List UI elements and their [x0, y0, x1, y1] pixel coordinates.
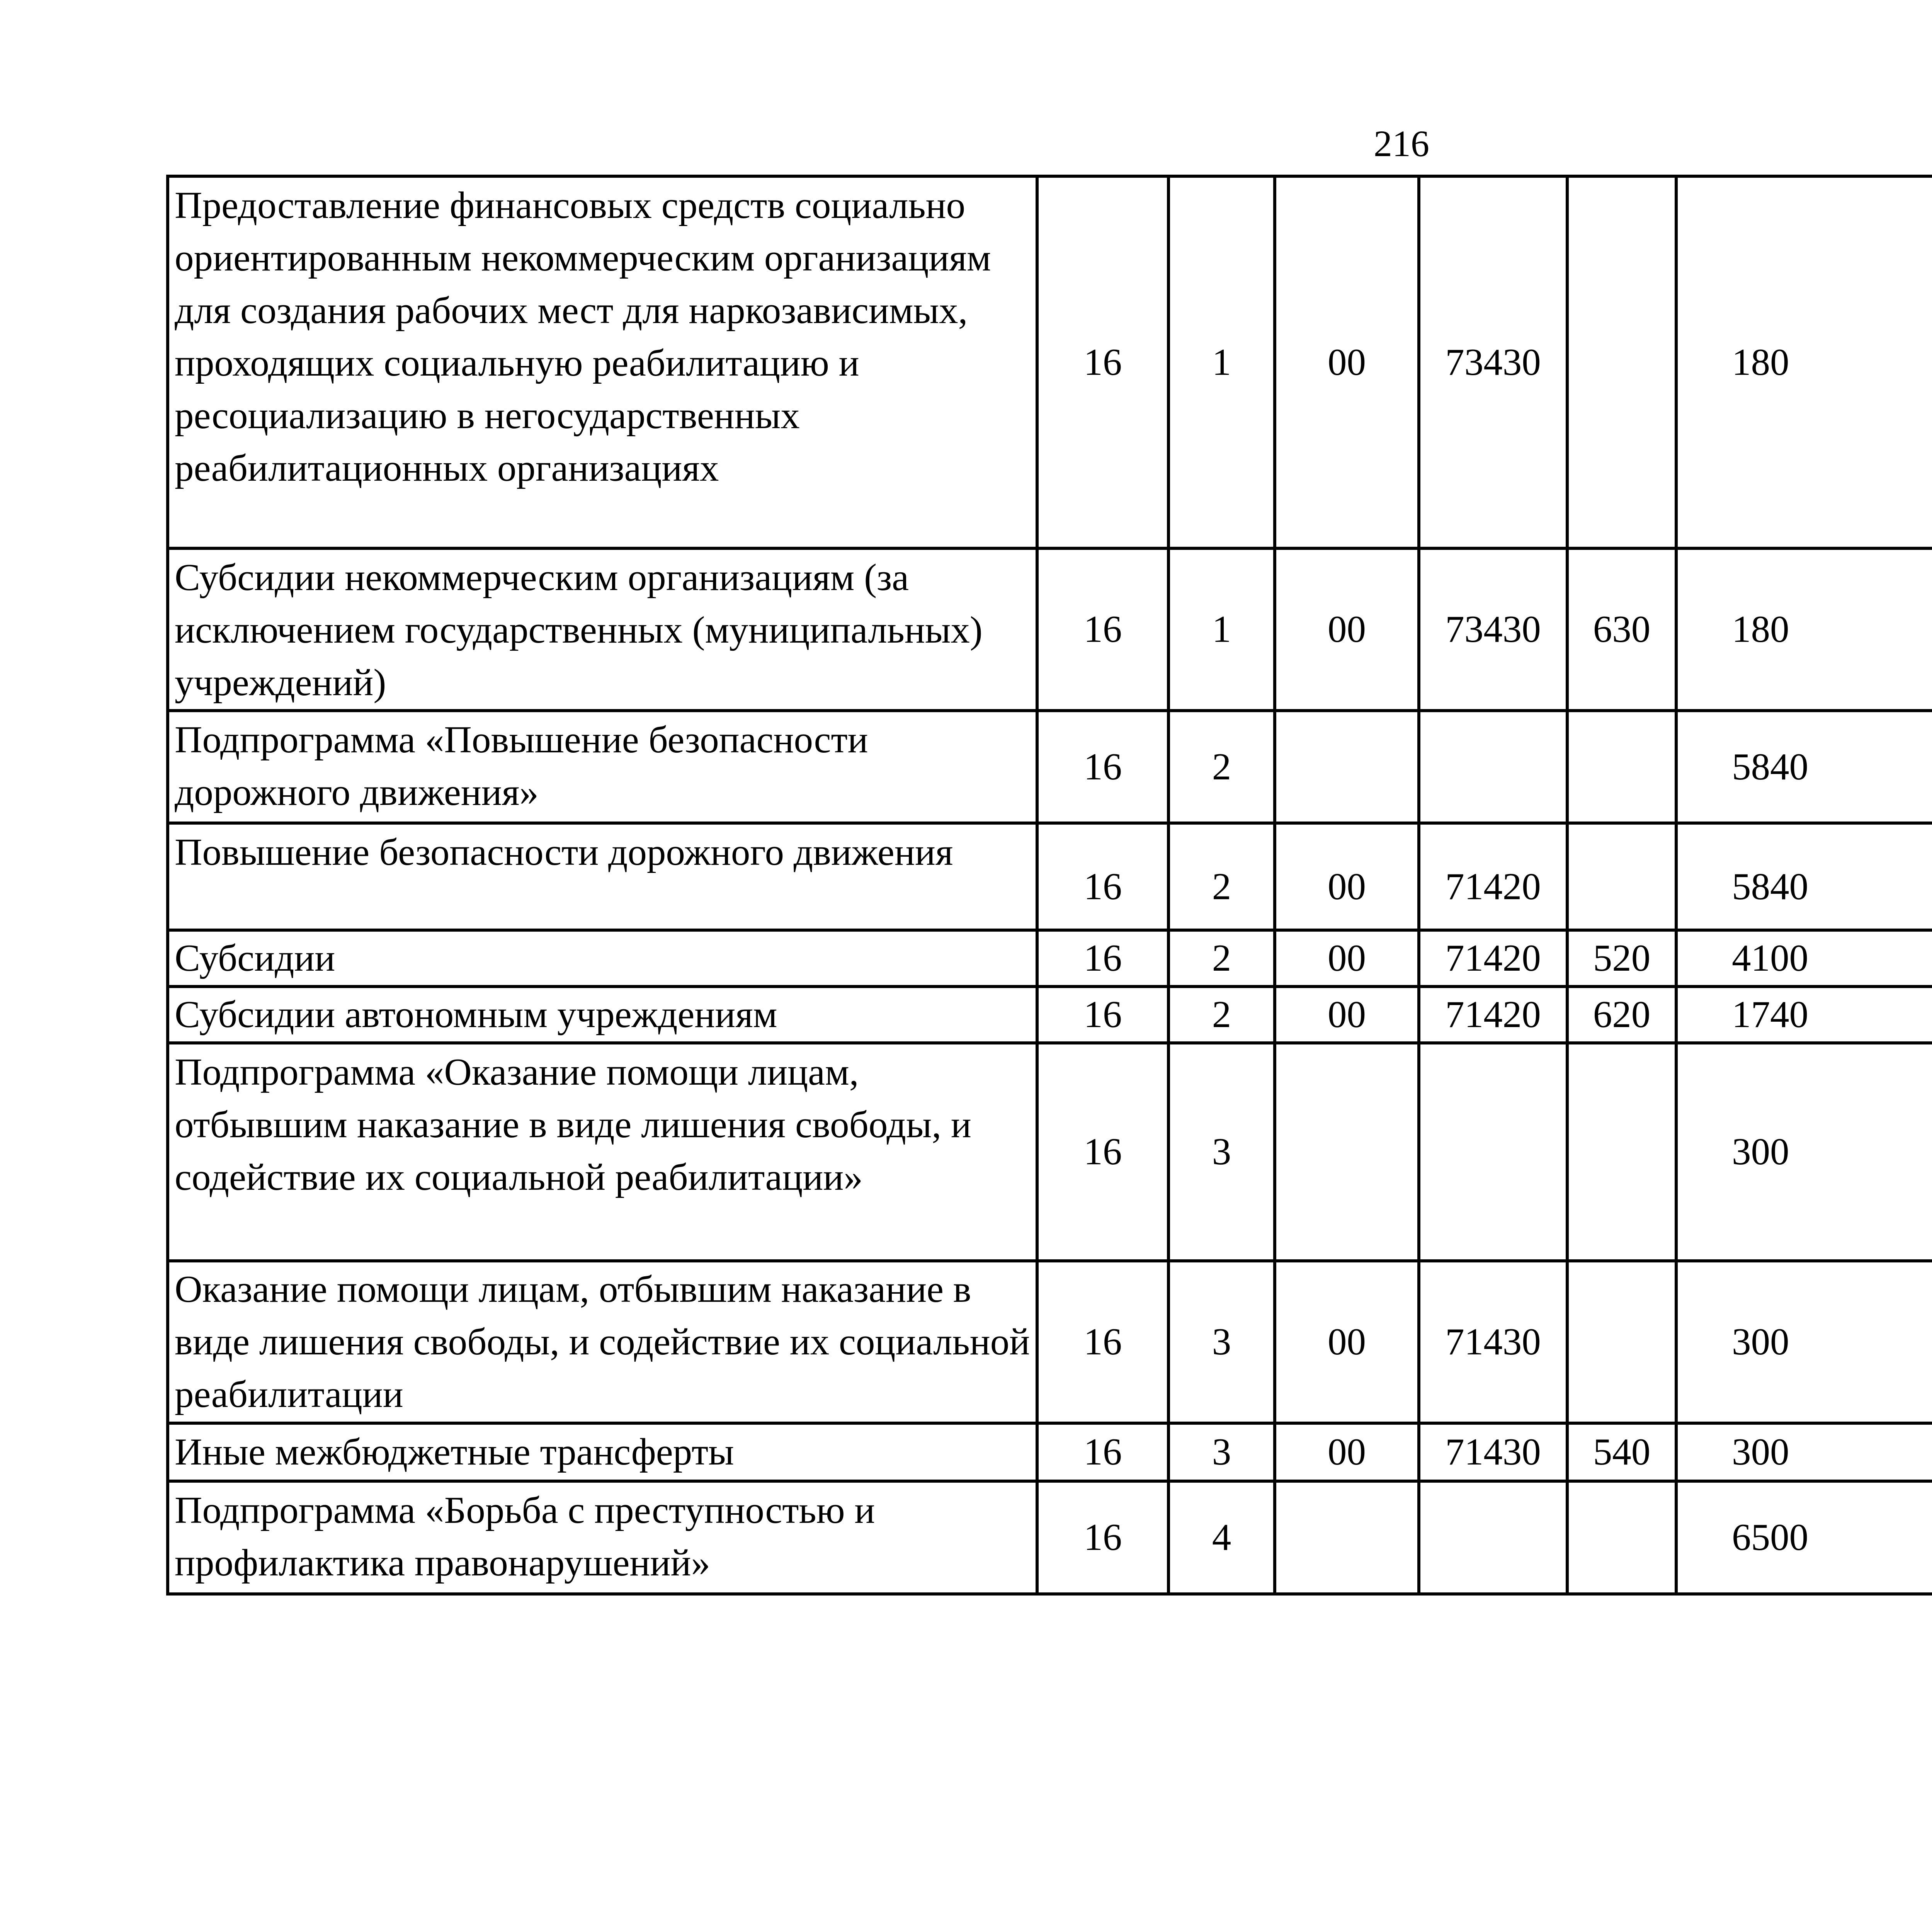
row-name: Субсидии некоммерческим организациям (за исключением государственных (муниципальных) учреждений) — [168, 548, 1037, 711]
amount-year-1: 5840 — [1676, 711, 1932, 823]
code-subsection: 2 — [1168, 711, 1275, 823]
code-subsection: 2 — [1168, 987, 1275, 1043]
code-article: 71420 — [1419, 987, 1567, 1043]
code-subsection: 3 — [1168, 1261, 1275, 1423]
code-article — [1419, 1481, 1567, 1594]
code-program: 00 — [1275, 823, 1419, 930]
code-section: 16 — [1037, 1423, 1168, 1481]
row-name: Предоставление финансовых средств социально ориентированным некоммерческим организациям для создания рабочих мест для наркозависимых, проходящих социальную реабилитацию и ресоциализацию в негосударственных реабилитационных организациях — [168, 176, 1037, 548]
code-program: 00 — [1275, 1261, 1419, 1423]
code-program: 00 — [1275, 1423, 1419, 1481]
budget-table — [166, 175, 1932, 1596]
table-row — [168, 930, 1932, 987]
code-article: 71420 — [1419, 930, 1567, 987]
amount-year-1: 4100 — [1676, 930, 1932, 987]
code-article: 73430 — [1419, 548, 1567, 711]
code-section: 16 — [1037, 548, 1168, 711]
code-program: 00 — [1275, 176, 1419, 548]
code-article: 73430 — [1419, 176, 1567, 548]
table-row — [168, 548, 1932, 711]
code-subsection: 1 — [1168, 548, 1275, 711]
code-article: 71430 — [1419, 1423, 1567, 1481]
code-article: 71430 — [1419, 1261, 1567, 1423]
amount-year-1: 5840 — [1676, 823, 1932, 930]
page-number: 216 — [1374, 123, 1429, 164]
row-name: Повышение безопасности дорожного движения — [168, 823, 1037, 930]
table-row — [168, 1481, 1932, 1594]
code-section: 16 — [1037, 1481, 1168, 1594]
code-subsection: 2 — [1168, 930, 1275, 987]
amount-year-1: 180 — [1676, 548, 1932, 711]
code-program: 00 — [1275, 548, 1419, 711]
code-program — [1275, 711, 1419, 823]
code-expense-type — [1567, 1481, 1676, 1594]
code-article — [1419, 1043, 1567, 1261]
code-section: 16 — [1037, 1261, 1168, 1423]
row-name: Подпрограмма «Повышение безопасности дорожного движения» — [168, 711, 1037, 823]
code-section: 16 — [1037, 711, 1168, 823]
code-expense-type: 540 — [1567, 1423, 1676, 1481]
code-expense-type: 520 — [1567, 930, 1676, 987]
row-name: Иные межбюджетные трансферты — [168, 1423, 1037, 1481]
code-program: 00 — [1275, 987, 1419, 1043]
amount-year-1: 180 — [1676, 176, 1932, 548]
code-subsection: 1 — [1168, 176, 1275, 548]
table-row — [168, 1043, 1932, 1261]
code-expense-type: 620 — [1567, 987, 1676, 1043]
table-row — [168, 823, 1932, 930]
row-name: Субсидии — [168, 930, 1037, 987]
amount-year-1: 6500 — [1676, 1481, 1932, 1594]
code-subsection: 4 — [1168, 1481, 1275, 1594]
code-section: 16 — [1037, 1043, 1168, 1261]
amount-year-1: 300 — [1676, 1043, 1932, 1261]
code-program — [1275, 1481, 1419, 1594]
amount-year-1: 300 — [1676, 1261, 1932, 1423]
code-expense-type: 630 — [1567, 548, 1676, 711]
code-article: 71420 — [1419, 823, 1567, 930]
code-section: 16 — [1037, 987, 1168, 1043]
amount-year-1: 1740 — [1676, 987, 1932, 1043]
code-subsection: 2 — [1168, 823, 1275, 930]
row-name: Субсидии автономным учреждениям — [168, 987, 1037, 1043]
code-program — [1275, 1043, 1419, 1261]
row-name: Подпрограмма «Борьба с преступностью и профилактика правонарушений» — [168, 1481, 1037, 1594]
code-expense-type — [1567, 711, 1676, 823]
code-program: 00 — [1275, 930, 1419, 987]
amount-year-1: 300 — [1676, 1423, 1932, 1481]
row-name: Оказание помощи лицам, отбывшим наказание в виде лишения свободы, и содействие их социальной реабилитации — [168, 1261, 1037, 1423]
code-section: 16 — [1037, 176, 1168, 548]
table-row — [168, 1261, 1932, 1423]
table-row — [168, 176, 1932, 548]
code-expense-type — [1567, 1261, 1676, 1423]
table-row — [168, 711, 1932, 823]
code-subsection: 3 — [1168, 1423, 1275, 1481]
table-row — [168, 1423, 1932, 1481]
code-expense-type — [1567, 176, 1676, 548]
code-expense-type — [1567, 823, 1676, 930]
code-expense-type — [1567, 1043, 1676, 1261]
table-row — [168, 987, 1932, 1043]
row-name: Подпрограмма «Оказание помощи лицам, отбывшим наказание в виде лишения свободы, и содействие их социальной реабилитации» — [168, 1043, 1037, 1261]
code-article — [1419, 711, 1567, 823]
code-section: 16 — [1037, 930, 1168, 987]
code-section: 16 — [1037, 823, 1168, 930]
code-subsection: 3 — [1168, 1043, 1275, 1261]
